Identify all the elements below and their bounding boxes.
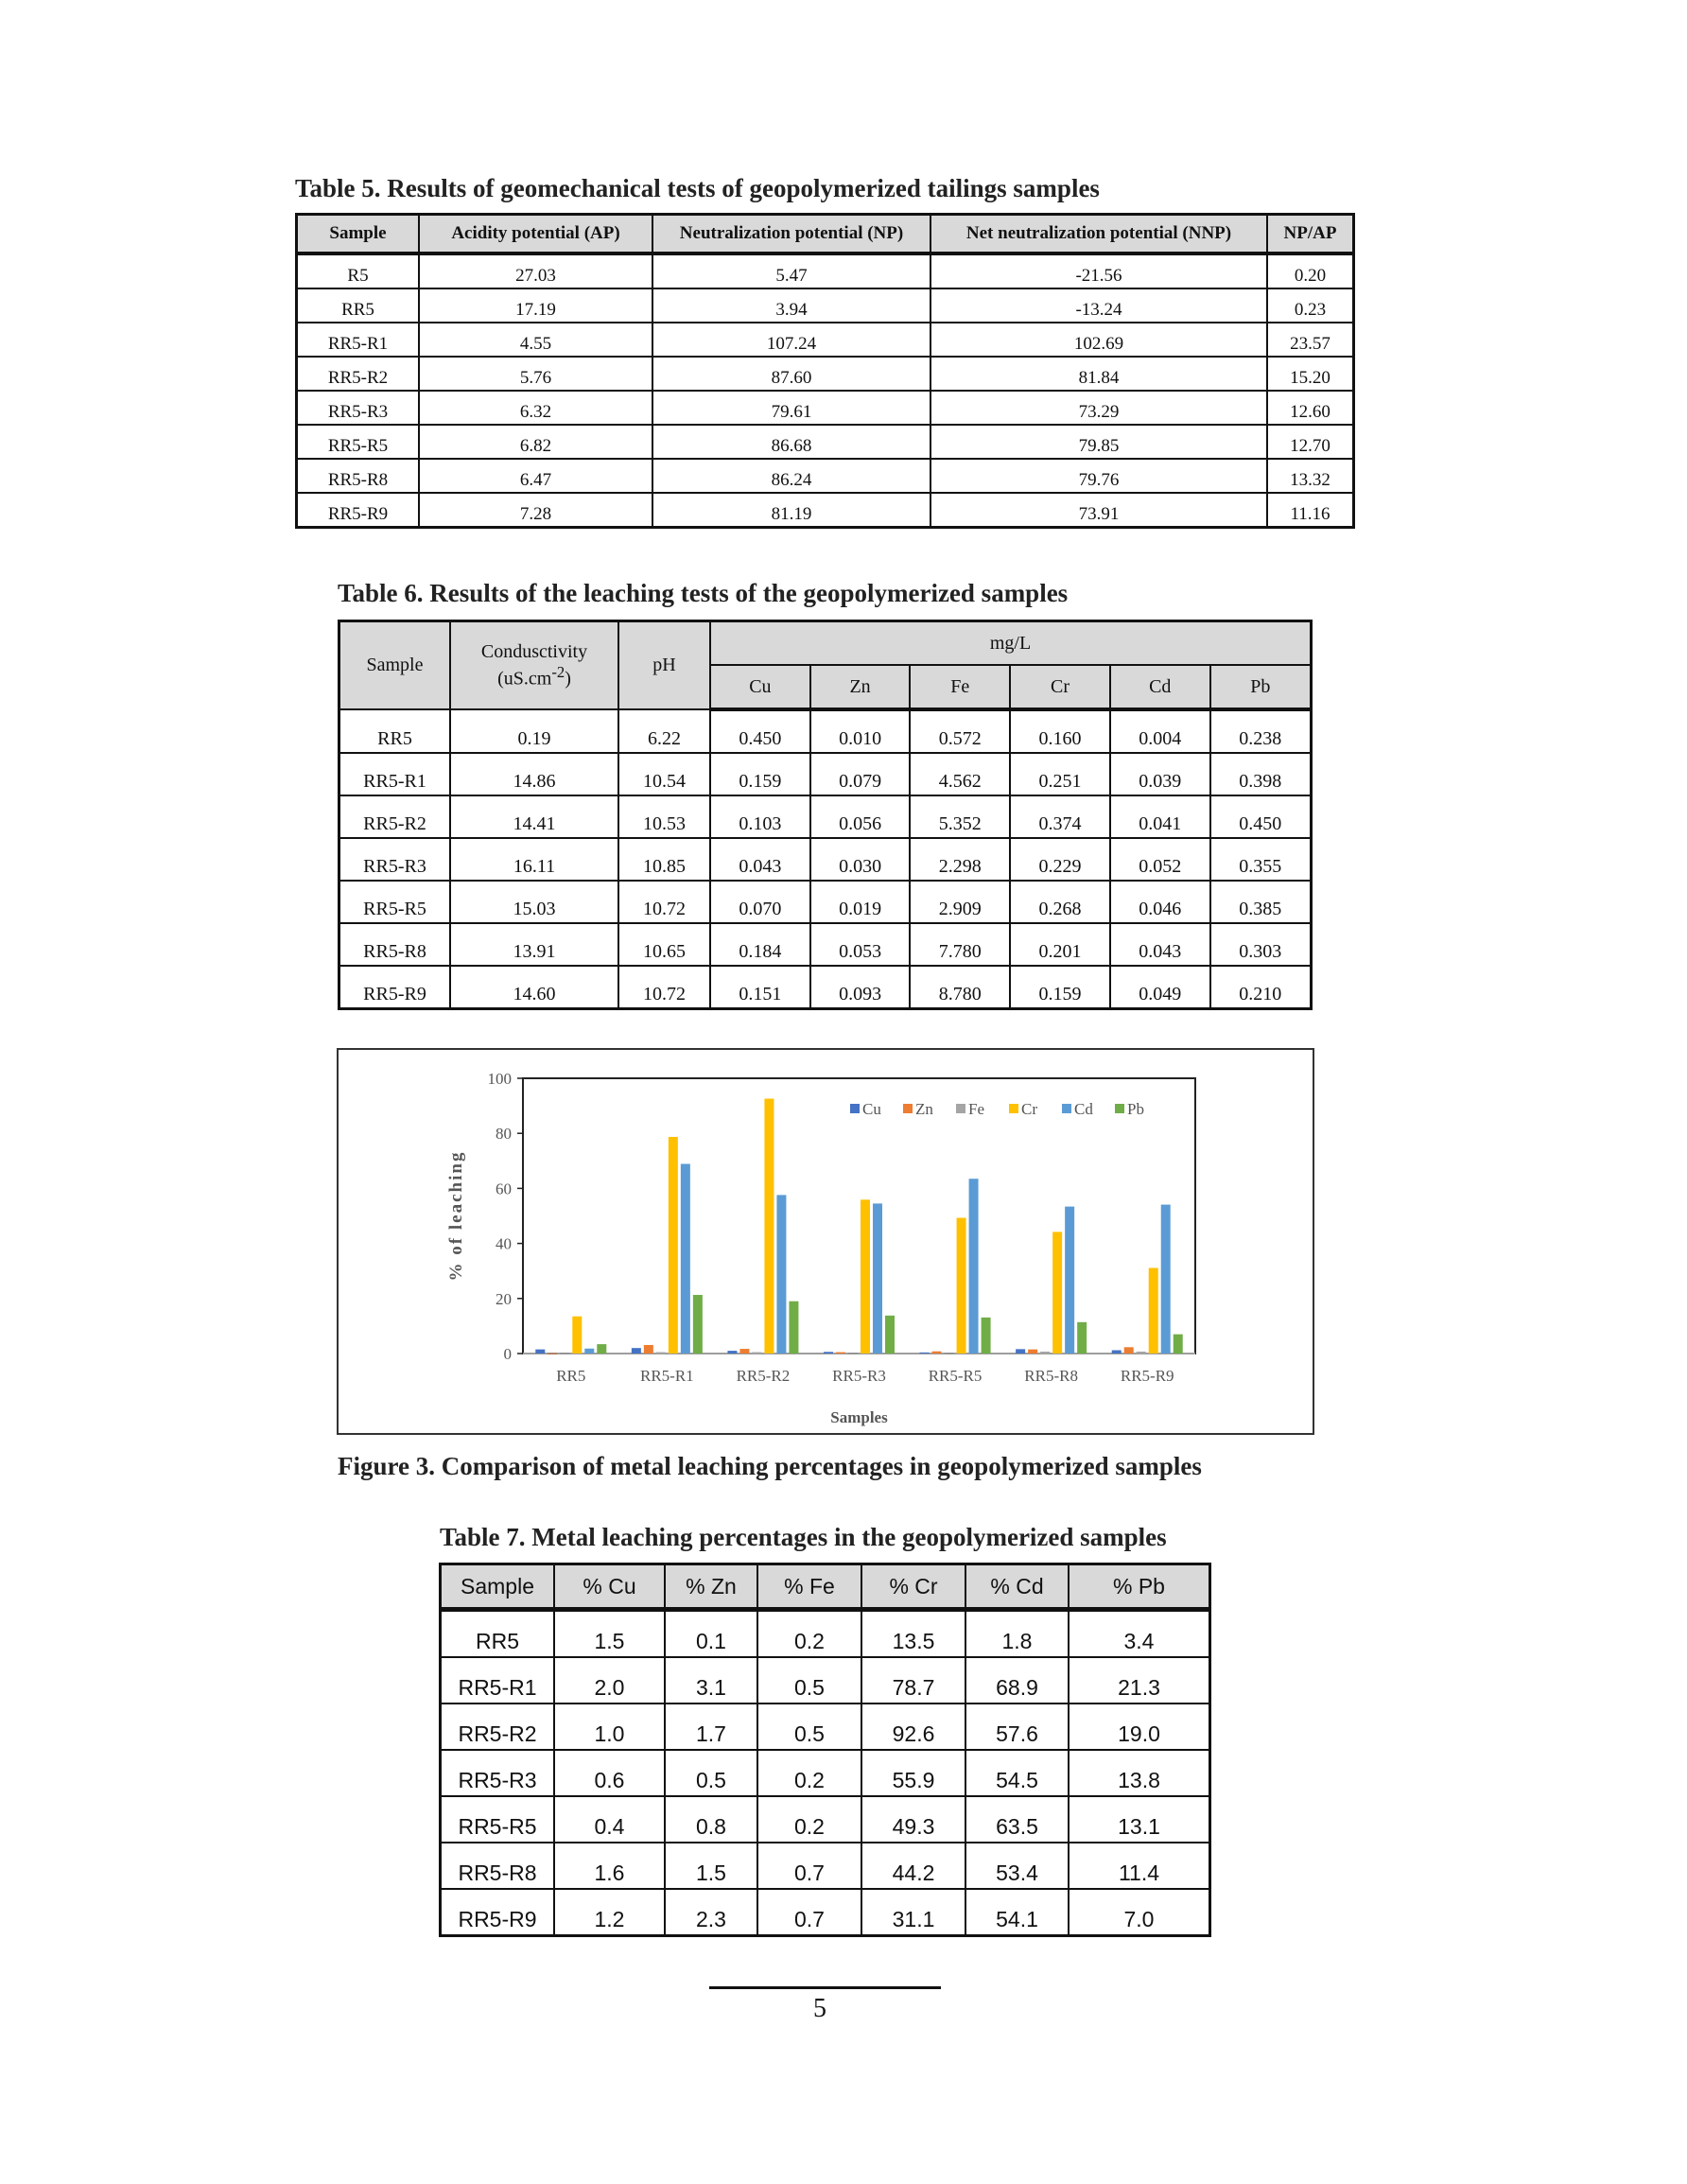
value-cell: 86.68	[652, 425, 930, 459]
table5-header-cell: Sample	[297, 215, 420, 254]
value-cell: 6.32	[419, 391, 652, 425]
table6-caption: Table 6. Results of the leaching tests of the geopolymerized samples	[338, 579, 1069, 607]
table6-metal-header: Fe	[910, 665, 1010, 709]
value-cell: 0.1	[665, 1610, 757, 1658]
table5-header-row	[297, 215, 1354, 254]
value-cell: 3.94	[652, 288, 930, 323]
value-cell: 13.8	[1069, 1750, 1210, 1796]
bar-cu	[1016, 1349, 1025, 1354]
bar-cr	[669, 1137, 678, 1354]
table5-caption: Table 5. Results of geomechanical tests of geopolymerized tailings samples	[295, 174, 1100, 202]
bar-fe	[945, 1353, 954, 1354]
value-cell: 27.03	[419, 253, 652, 288]
value-cell: 10.53	[618, 795, 710, 838]
value-cell: 0.8	[665, 1796, 757, 1843]
legend-swatch-cu	[850, 1104, 860, 1113]
value-cell: 0.229	[1010, 838, 1110, 881]
value-cell: 0.210	[1210, 966, 1312, 1009]
value-cell: 31.1	[861, 1889, 965, 1936]
bar-cr	[861, 1199, 870, 1354]
plot-area-border	[523, 1078, 1195, 1354]
table6-row	[339, 709, 1312, 753]
bar-cd	[1161, 1205, 1171, 1354]
value-cell: 0.2	[757, 1610, 861, 1658]
table6-row	[339, 795, 1312, 838]
value-cell: 49.3	[861, 1796, 965, 1843]
value-cell: 4.562	[910, 753, 1010, 795]
value-cell: 78.7	[861, 1657, 965, 1704]
sample-cell: RR5-R5	[339, 881, 451, 923]
value-cell: 1.8	[965, 1610, 1069, 1658]
table7-row	[441, 1796, 1210, 1843]
sample-cell: RR5-R1	[339, 753, 451, 795]
sample-cell: RR5-R3	[297, 391, 420, 425]
y-tick-label: 20	[496, 1289, 512, 1308]
conductivity-label: Condusctivity	[480, 640, 588, 662]
table6-metal-header: Pb	[1210, 665, 1312, 709]
x-tick-label: RR5-R8	[1024, 1367, 1078, 1385]
value-cell: 44.2	[861, 1843, 965, 1889]
value-cell: 2.298	[910, 838, 1010, 881]
table7-header-cell: % Cr	[861, 1564, 965, 1610]
value-cell: 19.0	[1069, 1704, 1210, 1750]
sample-cell: RR5	[297, 288, 420, 323]
y-tick-label: 100	[487, 1070, 512, 1088]
value-cell: 0.5	[665, 1750, 757, 1796]
sample-cell: RR5-R3	[339, 838, 451, 881]
value-cell: 79.76	[930, 459, 1267, 493]
bar-cr	[1052, 1232, 1062, 1354]
sample-cell: RR5-R2	[441, 1704, 555, 1750]
table7-row	[441, 1704, 1210, 1750]
value-cell: 0.041	[1110, 795, 1210, 838]
value-cell: 2.3	[665, 1889, 757, 1936]
value-cell: 73.29	[930, 391, 1267, 425]
value-cell: 6.82	[419, 425, 652, 459]
bar-zn	[1124, 1347, 1134, 1354]
table5-body	[297, 253, 1354, 528]
value-cell: 0.010	[810, 709, 911, 753]
table7-row	[441, 1889, 1210, 1936]
table7-header-cell: % Zn	[665, 1564, 757, 1610]
x-tick-label: RR5-R1	[640, 1367, 694, 1385]
legend-label: Cu	[862, 1100, 881, 1118]
value-cell: 0.4	[554, 1796, 665, 1843]
table6-row	[339, 966, 1312, 1009]
sample-cell: RR5-R9	[441, 1889, 555, 1936]
value-cell: 0.398	[1210, 753, 1312, 795]
legend-label: Fe	[968, 1100, 984, 1118]
value-cell: 7.0	[1069, 1889, 1210, 1936]
value-cell: 10.72	[618, 966, 710, 1009]
bar-pb	[1077, 1322, 1087, 1354]
table6-header-mgl: mg/L	[710, 621, 1312, 666]
value-cell: 53.4	[965, 1843, 1069, 1889]
table5-header-cell: Net neutralization potential (NNP)	[930, 215, 1267, 254]
bar-pb	[982, 1318, 991, 1354]
value-cell: 0.043	[710, 838, 810, 881]
value-cell: 1.7	[665, 1704, 757, 1750]
value-cell: 2.909	[910, 881, 1010, 923]
value-cell: 0.251	[1010, 753, 1110, 795]
value-cell: 1.6	[554, 1843, 665, 1889]
value-cell: 0.23	[1267, 288, 1354, 323]
bar-zn	[644, 1345, 653, 1354]
value-cell: 8.780	[910, 966, 1010, 1009]
table7-header-cell: Sample	[441, 1564, 555, 1610]
bar-cu	[1112, 1351, 1122, 1354]
value-cell: 14.41	[450, 795, 618, 838]
sample-cell: RR5-R8	[297, 459, 420, 493]
value-cell: 1.0	[554, 1704, 665, 1750]
value-cell: 107.24	[652, 323, 930, 357]
table6	[338, 620, 1313, 1010]
value-cell: 0.049	[1110, 966, 1210, 1009]
value-cell: 5.352	[910, 795, 1010, 838]
value-cell: 6.47	[419, 459, 652, 493]
value-cell: 0.160	[1010, 709, 1110, 753]
value-cell: 0.5	[757, 1704, 861, 1750]
conductivity-unit: (uS.cm	[497, 668, 552, 690]
y-tick-label: 60	[496, 1179, 512, 1198]
value-cell: 0.070	[710, 881, 810, 923]
table5-row	[297, 425, 1354, 459]
value-cell: 0.19	[450, 709, 618, 753]
y-tick-label: 40	[496, 1234, 512, 1253]
value-cell: 13.1	[1069, 1796, 1210, 1843]
bar-cd	[873, 1203, 882, 1354]
table5-row	[297, 323, 1354, 357]
bar-zn	[1028, 1350, 1037, 1354]
table5-header-cell: Acidity potential (AP)	[419, 215, 652, 254]
table7-header-cell: % Cd	[965, 1564, 1069, 1610]
value-cell: 0.2	[757, 1750, 861, 1796]
sample-cell: RR5-R3	[441, 1750, 555, 1796]
value-cell: 13.91	[450, 923, 618, 966]
page-number: 5	[813, 1994, 826, 2023]
conductivity-unit-close: )	[565, 668, 571, 690]
value-cell: 0.374	[1010, 795, 1110, 838]
value-cell: 15.20	[1267, 357, 1354, 391]
value-cell: 5.76	[419, 357, 652, 391]
value-cell: 102.69	[930, 323, 1267, 357]
table6-header-row	[339, 621, 1312, 666]
value-cell: -13.24	[930, 288, 1267, 323]
y-tick-label: 0	[503, 1345, 512, 1363]
table7-row	[441, 1843, 1210, 1889]
value-cell: 86.24	[652, 459, 930, 493]
bar-fe	[560, 1353, 569, 1354]
footer-rule	[709, 1986, 941, 1989]
value-cell: 55.9	[861, 1750, 965, 1796]
value-cell: 0.151	[710, 966, 810, 1009]
table6-row	[339, 923, 1312, 966]
bar-cu	[535, 1350, 545, 1354]
x-tick-label: RR5-R5	[928, 1367, 983, 1385]
table5-row	[297, 357, 1354, 391]
table6-body	[339, 709, 1312, 1009]
table5	[295, 213, 1355, 529]
bar-cr	[957, 1218, 966, 1354]
bar-cr	[572, 1317, 582, 1354]
value-cell: 7.780	[910, 923, 1010, 966]
table6-metal-header: Zn	[810, 665, 911, 709]
legend-label: Pb	[1127, 1100, 1144, 1118]
table5-header-cell: NP/AP	[1267, 215, 1354, 254]
bar-cr	[1149, 1267, 1158, 1354]
sample-cell: RR5-R8	[441, 1843, 555, 1889]
value-cell: 0.103	[710, 795, 810, 838]
sample-cell: RR5-R9	[297, 493, 420, 528]
x-tick-label: RR5-R2	[736, 1367, 791, 1385]
value-cell: 4.55	[419, 323, 652, 357]
value-cell: 15.03	[450, 881, 618, 923]
value-cell: 1.5	[554, 1610, 665, 1658]
bar-cu	[727, 1351, 737, 1354]
table7-header-cell: % Fe	[757, 1564, 861, 1610]
value-cell: 11.4	[1069, 1843, 1210, 1889]
value-cell: 16.11	[450, 838, 618, 881]
legend-swatch-cr	[1009, 1104, 1018, 1113]
sample-cell: RR5-R9	[339, 966, 451, 1009]
value-cell: 13.5	[861, 1610, 965, 1658]
table7-caption: Table 7. Metal leaching percentages in the geopolymerized samples	[440, 1523, 1167, 1551]
value-cell: 0.450	[1210, 795, 1312, 838]
table5-row	[297, 493, 1354, 528]
table5-header-cell: Neutralization potential (NP)	[652, 215, 930, 254]
table6-metal-header: Cr	[1010, 665, 1110, 709]
value-cell: 21.3	[1069, 1657, 1210, 1704]
value-cell: 11.16	[1267, 493, 1354, 528]
bar-zn	[739, 1349, 749, 1354]
value-cell: 0.159	[710, 753, 810, 795]
value-cell: 0.450	[710, 709, 810, 753]
value-cell: 0.7	[757, 1843, 861, 1889]
value-cell: 10.65	[618, 923, 710, 966]
value-cell: 0.2	[757, 1796, 861, 1843]
bar-pb	[1174, 1335, 1183, 1354]
value-cell: 0.019	[810, 881, 911, 923]
sample-cell: RR5-R8	[339, 923, 451, 966]
sample-cell: RR5-R2	[339, 795, 451, 838]
value-cell: 73.91	[930, 493, 1267, 528]
table6-metal-header: Cu	[710, 665, 810, 709]
conductivity-unit-exponent: -2	[551, 662, 565, 681]
value-cell: 0.004	[1110, 709, 1210, 753]
legend-swatch-fe	[956, 1104, 965, 1113]
value-cell: 13.32	[1267, 459, 1354, 493]
table6-metal-header: Cd	[1110, 665, 1210, 709]
table6-header-sample: Sample	[339, 621, 451, 710]
value-cell: 0.043	[1110, 923, 1210, 966]
value-cell: -21.56	[930, 253, 1267, 288]
bar-cd	[776, 1195, 786, 1354]
value-cell: 81.19	[652, 493, 930, 528]
value-cell: 0.030	[810, 838, 911, 881]
bar-pb	[597, 1344, 606, 1354]
sample-cell: R5	[297, 253, 420, 288]
table6-row	[339, 881, 1312, 923]
value-cell: 0.079	[810, 753, 911, 795]
figure3-chart	[337, 1048, 1314, 1435]
bar-cd	[969, 1179, 979, 1354]
value-cell: 5.47	[652, 253, 930, 288]
table6-header-conductivity	[450, 621, 618, 710]
bar-cd	[1065, 1207, 1074, 1354]
value-cell: 0.052	[1110, 838, 1210, 881]
bar-cu	[632, 1348, 641, 1354]
value-cell: 87.60	[652, 357, 930, 391]
value-cell: 0.056	[810, 795, 911, 838]
table7-header-row	[441, 1564, 1210, 1610]
table7-header-cell: % Cu	[554, 1564, 665, 1610]
sample-cell: RR5	[339, 709, 451, 753]
bar-fe	[848, 1353, 858, 1354]
table7	[439, 1563, 1211, 1937]
bar-zn	[836, 1353, 845, 1354]
value-cell: 0.5	[757, 1657, 861, 1704]
bar-fe	[1137, 1352, 1146, 1354]
value-cell: 0.046	[1110, 881, 1210, 923]
value-cell: 54.5	[965, 1750, 1069, 1796]
value-cell: 0.093	[810, 966, 911, 1009]
value-cell: 1.2	[554, 1889, 665, 1936]
value-cell: 1.5	[665, 1843, 757, 1889]
value-cell: 0.268	[1010, 881, 1110, 923]
value-cell: 0.572	[910, 709, 1010, 753]
value-cell: 0.303	[1210, 923, 1312, 966]
legend-label: Cr	[1021, 1100, 1037, 1118]
table6-row	[339, 753, 1312, 795]
bar-zn	[932, 1352, 942, 1354]
value-cell: 10.54	[618, 753, 710, 795]
sample-cell: RR5-R1	[297, 323, 420, 357]
legend-swatch-pb	[1115, 1104, 1124, 1113]
x-axis-label: Samples	[830, 1408, 888, 1426]
bar-cu	[920, 1353, 930, 1354]
legend-swatch-zn	[903, 1104, 913, 1113]
value-cell: 0.184	[710, 923, 810, 966]
value-cell: 3.4	[1069, 1610, 1210, 1658]
bar-pb	[693, 1295, 703, 1354]
value-cell: 10.85	[618, 838, 710, 881]
y-tick-label: 80	[496, 1125, 512, 1144]
value-cell: 12.60	[1267, 391, 1354, 425]
legend-label: Zn	[915, 1100, 933, 1118]
value-cell: 0.6	[554, 1750, 665, 1796]
value-cell: 81.84	[930, 357, 1267, 391]
table5-row	[297, 459, 1354, 493]
table7-row	[441, 1610, 1210, 1658]
legend-swatch-cd	[1062, 1104, 1071, 1113]
sample-cell: RR5-R5	[297, 425, 420, 459]
value-cell: 79.85	[930, 425, 1267, 459]
value-cell: 0.053	[810, 923, 911, 966]
value-cell: 17.19	[419, 288, 652, 323]
sample-cell: RR5-R2	[297, 357, 420, 391]
value-cell: 7.28	[419, 493, 652, 528]
x-tick-label: RR5-R9	[1120, 1367, 1174, 1385]
value-cell: 12.70	[1267, 425, 1354, 459]
bar-cd	[584, 1349, 594, 1354]
value-cell: 54.1	[965, 1889, 1069, 1936]
table7-row	[441, 1657, 1210, 1704]
value-cell: 0.7	[757, 1889, 861, 1936]
value-cell: 0.385	[1210, 881, 1312, 923]
value-cell: 6.22	[618, 709, 710, 753]
bar-pb	[885, 1316, 895, 1354]
value-cell: 0.20	[1267, 253, 1354, 288]
value-cell: 2.0	[554, 1657, 665, 1704]
table6-row	[339, 838, 1312, 881]
value-cell: 0.238	[1210, 709, 1312, 753]
bar-cu	[824, 1352, 833, 1354]
value-cell: 10.72	[618, 881, 710, 923]
bar-fe	[656, 1353, 666, 1354]
table7-header-cell: % Pb	[1069, 1564, 1210, 1610]
value-cell: 3.1	[665, 1657, 757, 1704]
value-cell: 92.6	[861, 1704, 965, 1750]
value-cell: 0.039	[1110, 753, 1210, 795]
bar-pb	[789, 1302, 798, 1354]
table7-body	[441, 1610, 1210, 1936]
table5-row	[297, 288, 1354, 323]
bar-cd	[681, 1164, 690, 1354]
sample-cell: RR5-R5	[441, 1796, 555, 1843]
y-axis-label: % of leaching	[446, 1150, 466, 1282]
value-cell: 68.9	[965, 1657, 1069, 1704]
value-cell: 14.60	[450, 966, 618, 1009]
bar-cr	[764, 1099, 774, 1354]
sample-cell: RR5	[441, 1610, 555, 1658]
x-tick-label: RR5	[556, 1367, 586, 1385]
x-tick-label: RR5-R3	[832, 1367, 886, 1385]
bar-fe	[1040, 1352, 1050, 1354]
value-cell: 63.5	[965, 1796, 1069, 1843]
table5-row	[297, 253, 1354, 288]
value-cell: 0.159	[1010, 966, 1110, 1009]
value-cell: 14.86	[450, 753, 618, 795]
value-cell: 57.6	[965, 1704, 1069, 1750]
bar-fe	[752, 1353, 761, 1354]
value-cell: 23.57	[1267, 323, 1354, 357]
value-cell: 79.61	[652, 391, 930, 425]
value-cell: 0.201	[1010, 923, 1110, 966]
legend-label: Cd	[1074, 1100, 1093, 1118]
sample-cell: RR5-R1	[441, 1657, 555, 1704]
table7-row	[441, 1750, 1210, 1796]
figure3-caption: Figure 3. Comparison of metal leaching percentages in geopolymerized samples	[338, 1452, 1202, 1480]
value-cell: 0.355	[1210, 838, 1312, 881]
table6-header-ph: pH	[618, 621, 710, 710]
table5-row	[297, 391, 1354, 425]
